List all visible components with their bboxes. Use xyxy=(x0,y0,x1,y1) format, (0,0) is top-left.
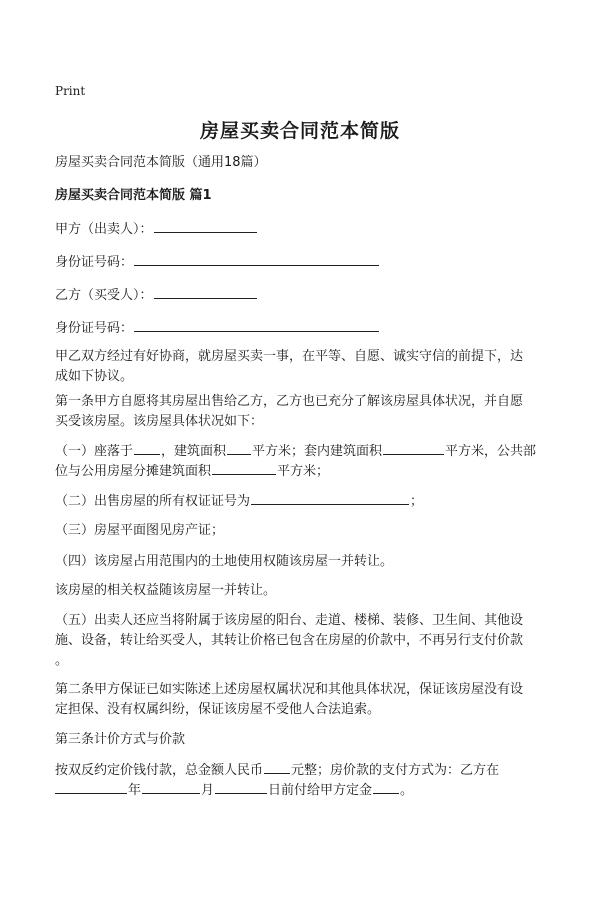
month-blank xyxy=(142,779,200,794)
item-1-inner-area-label: 平方米；套内建筑面积 xyxy=(252,444,383,459)
item-1-area-label: ，建筑面积 xyxy=(161,444,227,459)
party-b-label: 乙方（买受人）： xyxy=(55,288,153,303)
article-2-line-2: 定担保、没有权属纠纷，保证该房屋不受他人合法追索。 xyxy=(55,702,381,717)
deposit-date-row xyxy=(55,779,413,802)
price-amount-blank xyxy=(264,759,290,774)
item-1-label: （一）座落于 xyxy=(55,444,134,459)
item-5-line-2: 施、设备，转让给买受人，其转让价格已包含在房屋的价款中，不再另行支付价款 xyxy=(55,633,524,648)
article-2-line-1: 第二条甲方保证已如实陈述上述房屋权属状况和其他具体状况，保证该房屋没有设 xyxy=(55,682,524,697)
item-2-cert-blank xyxy=(251,490,409,505)
party-b-blank xyxy=(154,284,257,299)
party-a-id-blank xyxy=(134,251,379,266)
month-label: 月 xyxy=(201,783,215,798)
year-label: 年 xyxy=(128,783,142,798)
item-5-line-1: （五）出卖人还应当将附属于该房屋的阳台、走道、楼梯、装修、卫生间、其他设 xyxy=(55,613,524,628)
item-1-location-blank xyxy=(134,440,160,455)
party-a-id-row xyxy=(55,251,380,274)
item-4: （四）该房屋占用范围内的土地使用权随该房屋一并转让。 xyxy=(55,554,394,569)
party-b-id-blank xyxy=(134,317,379,332)
item-1-shared-label: 位与公用房屋分摊建筑面积 xyxy=(55,464,212,479)
party-b-row xyxy=(55,284,258,307)
item-1-line-2 xyxy=(55,460,329,483)
document-subtitle: 房屋买卖合同范本简版（通用18篇） xyxy=(55,155,267,170)
day-blank xyxy=(215,779,267,794)
price-label: 按双反约定价钱付款，总金额人民币 xyxy=(55,763,264,778)
item-1-inner-area-blank xyxy=(383,440,444,455)
party-b-id-row xyxy=(55,317,380,340)
item-5-line-3: 。 xyxy=(55,653,69,668)
payment-method-label: 元整；房价款的支付方式为：乙方在 xyxy=(291,763,500,778)
deposit-blank xyxy=(373,779,399,794)
year-blank xyxy=(55,779,127,794)
section-heading: 房屋买卖合同范本简版 篇1 xyxy=(55,188,212,203)
document-title: 房屋买卖合同范本简版 xyxy=(199,120,400,142)
item-2-label: （二）出售房屋的所有权证证号为 xyxy=(55,494,251,509)
deposit-label: 日前付给甲方定金 xyxy=(268,783,373,798)
item-1-public-label: 平方米，公共部 xyxy=(445,444,537,459)
article-1-line-1: 第一条甲方自愿将其房屋出售给乙方，乙方也已充分了解该房屋具体状况，并自愿 xyxy=(55,394,524,409)
party-a-blank xyxy=(154,218,257,233)
item-1-shared-blank xyxy=(212,460,276,475)
item-2-row xyxy=(55,490,423,513)
item-2-end: ； xyxy=(410,494,424,509)
agreement-line-2: 成如下协议。 xyxy=(55,369,134,384)
party-b-id-label: 身份证号码： xyxy=(55,321,134,336)
print-label: Print xyxy=(55,84,86,98)
article-1-line-2: 买受该房屋。该房屋具体状况如下： xyxy=(55,414,264,429)
item-1-sqm-label: 平方米； xyxy=(277,464,330,479)
article-3-heading: 第三条计价方式与价款 xyxy=(55,732,186,747)
party-a-row xyxy=(55,218,258,241)
party-a-label: 甲方（出卖人）： xyxy=(55,222,153,237)
item-1-area-blank xyxy=(227,440,251,455)
item-3: （三）房屋平面图见房产证； xyxy=(55,523,225,538)
rights-line: 该房屋的相关权益随该房屋一并转让。 xyxy=(55,583,277,598)
deposit-end: 。 xyxy=(400,783,414,798)
party-a-id-label: 身份证号码： xyxy=(55,255,134,270)
agreement-line-1: 甲乙双方经过有好协商，就房屋买卖一事，在平等、自愿、诚实守信的前提下，达 xyxy=(55,349,524,364)
